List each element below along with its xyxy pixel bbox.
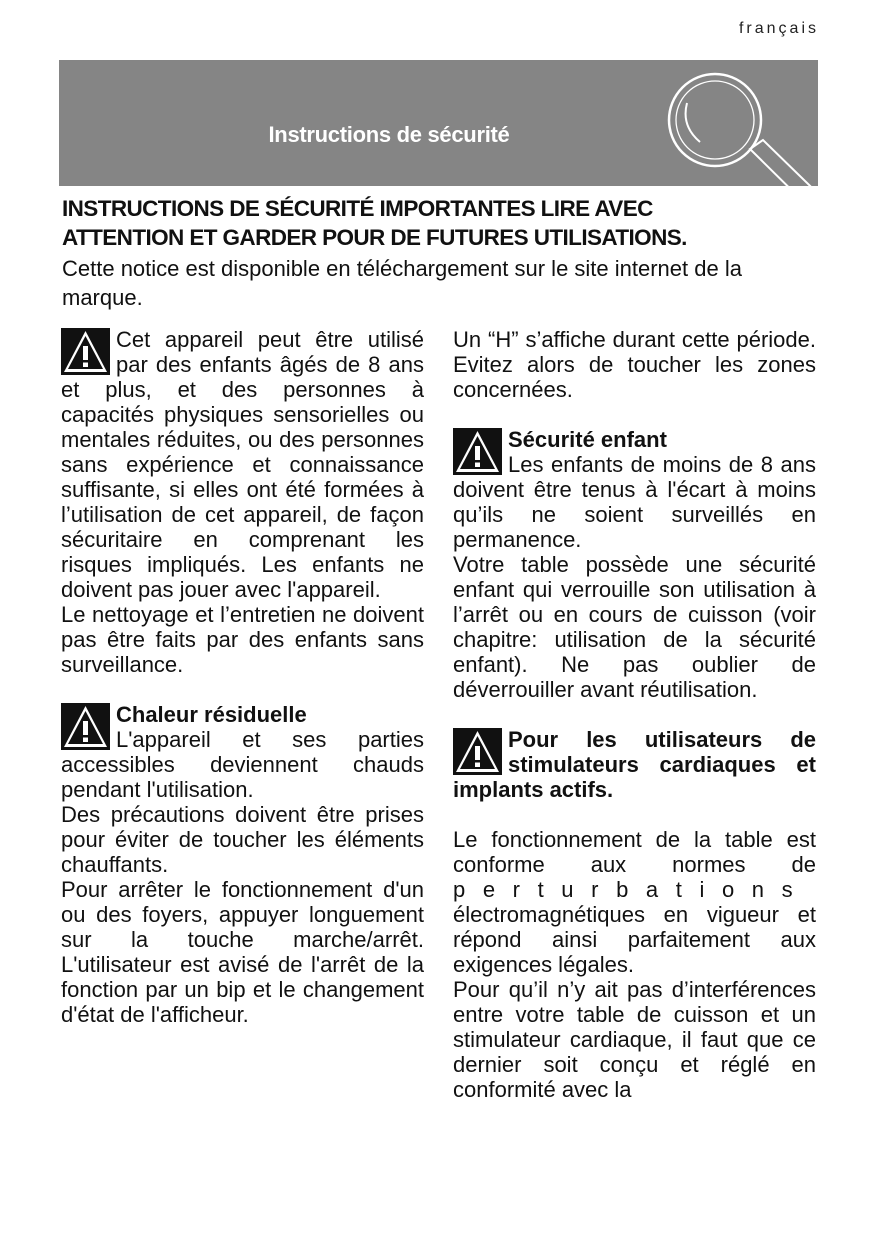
child-safety-title: Sécurité enfant (508, 427, 667, 452)
heading-line-2: ATTENTION ET GARDER POUR DE FUTURES UTILISATIONS. (62, 225, 687, 250)
child-safety-text-2: Votre table possède une sécurité enfant qui verrouille son utilisation à l’arrêt ou en cours de cuisson (voir chapitre: utilisation de la sécurité enfant). Ne pas oublier de déverrouiller avant réutilisation. (453, 552, 816, 702)
right-column (453, 327, 816, 1102)
child-safety-text-1: Les enfants de moins de 8 ans doivent être tenus à l'écart à moins qu’ils ne soient surveillés en permanence. (453, 452, 816, 552)
warning-icon (61, 328, 110, 375)
section-banner (59, 60, 818, 186)
warning-icon (61, 703, 110, 750)
warning-icon (453, 428, 502, 475)
residual-heat-text-2: Des précautions doivent être prises pour éviter de toucher les éléments chauffants. (61, 802, 424, 877)
pacemaker-text-1 (453, 827, 816, 977)
banner-title: Instructions de sécurité (268, 122, 510, 147)
left-column (61, 327, 424, 1027)
residual-heat-title: Chaleur résiduelle (116, 702, 307, 727)
magnifier-icon (659, 70, 818, 186)
pacemaker-text-1-start: Le fonctionnement de la table est conforme aux normes de (453, 827, 816, 877)
heading-line-1: INSTRUCTIONS DE SÉCURITÉ IMPORTANTES LIRE AVEC (62, 196, 653, 221)
h-display-text: Un “H” s’affiche durant cette période. Evitez alors de toucher les zones concernées. (453, 327, 816, 402)
main-heading (62, 194, 822, 252)
children-warning-text: Cet appareil peut être utilisé par des enfants âgés de 8 ans et plus, et des personnes à capacités physiques sensorielles ou mentales réduites, ou des personnes sans expérience et connaissance suffisante, si elles ont été formées à l’utilisation de cet appareil, de façon sécuritaire en comprenant les risques impliqués. Les enfants ne doivent pas jouer avec l'appareil. (61, 327, 424, 602)
pacemaker-text-2: Pour qu’il n’y ait pas d’interférences entre votre table de cuisson et un stimulateur cardiaque, il faut que ce dernier soit conçu et réglé en conformité avec la (453, 977, 816, 1102)
spread-word: perturbations (453, 877, 811, 902)
pacemaker-title: Pour les utilisateurs de stimulateurs cardiaques et implants actifs. (453, 727, 816, 802)
pacemaker-text-1-end: électromagnétiques en vigueur et répond ainsi parfaitement aux exigences légales. (453, 902, 816, 977)
language-label: français (738, 20, 819, 37)
intro-text: Cette notice est disponible en téléchargement sur le site internet de la marque. (62, 256, 742, 310)
warning-icon (453, 728, 502, 775)
residual-heat-text-3: Pour arrêter le fonctionnement d'un ou des foyers, appuyer longuement sur la touche marche/arrêt. L'utilisateur est avisé de l'arrêt de la fonction par un bip et le changement d'état de l'afficheur. (61, 877, 424, 1027)
residual-heat-text-1: L'appareil et ses parties accessibles deviennent chauds pendant l'utilisation. (61, 727, 424, 802)
cleaning-text: Le nettoyage et l’entretien ne doivent pas être faits par des enfants sans surveillance. (61, 602, 424, 677)
